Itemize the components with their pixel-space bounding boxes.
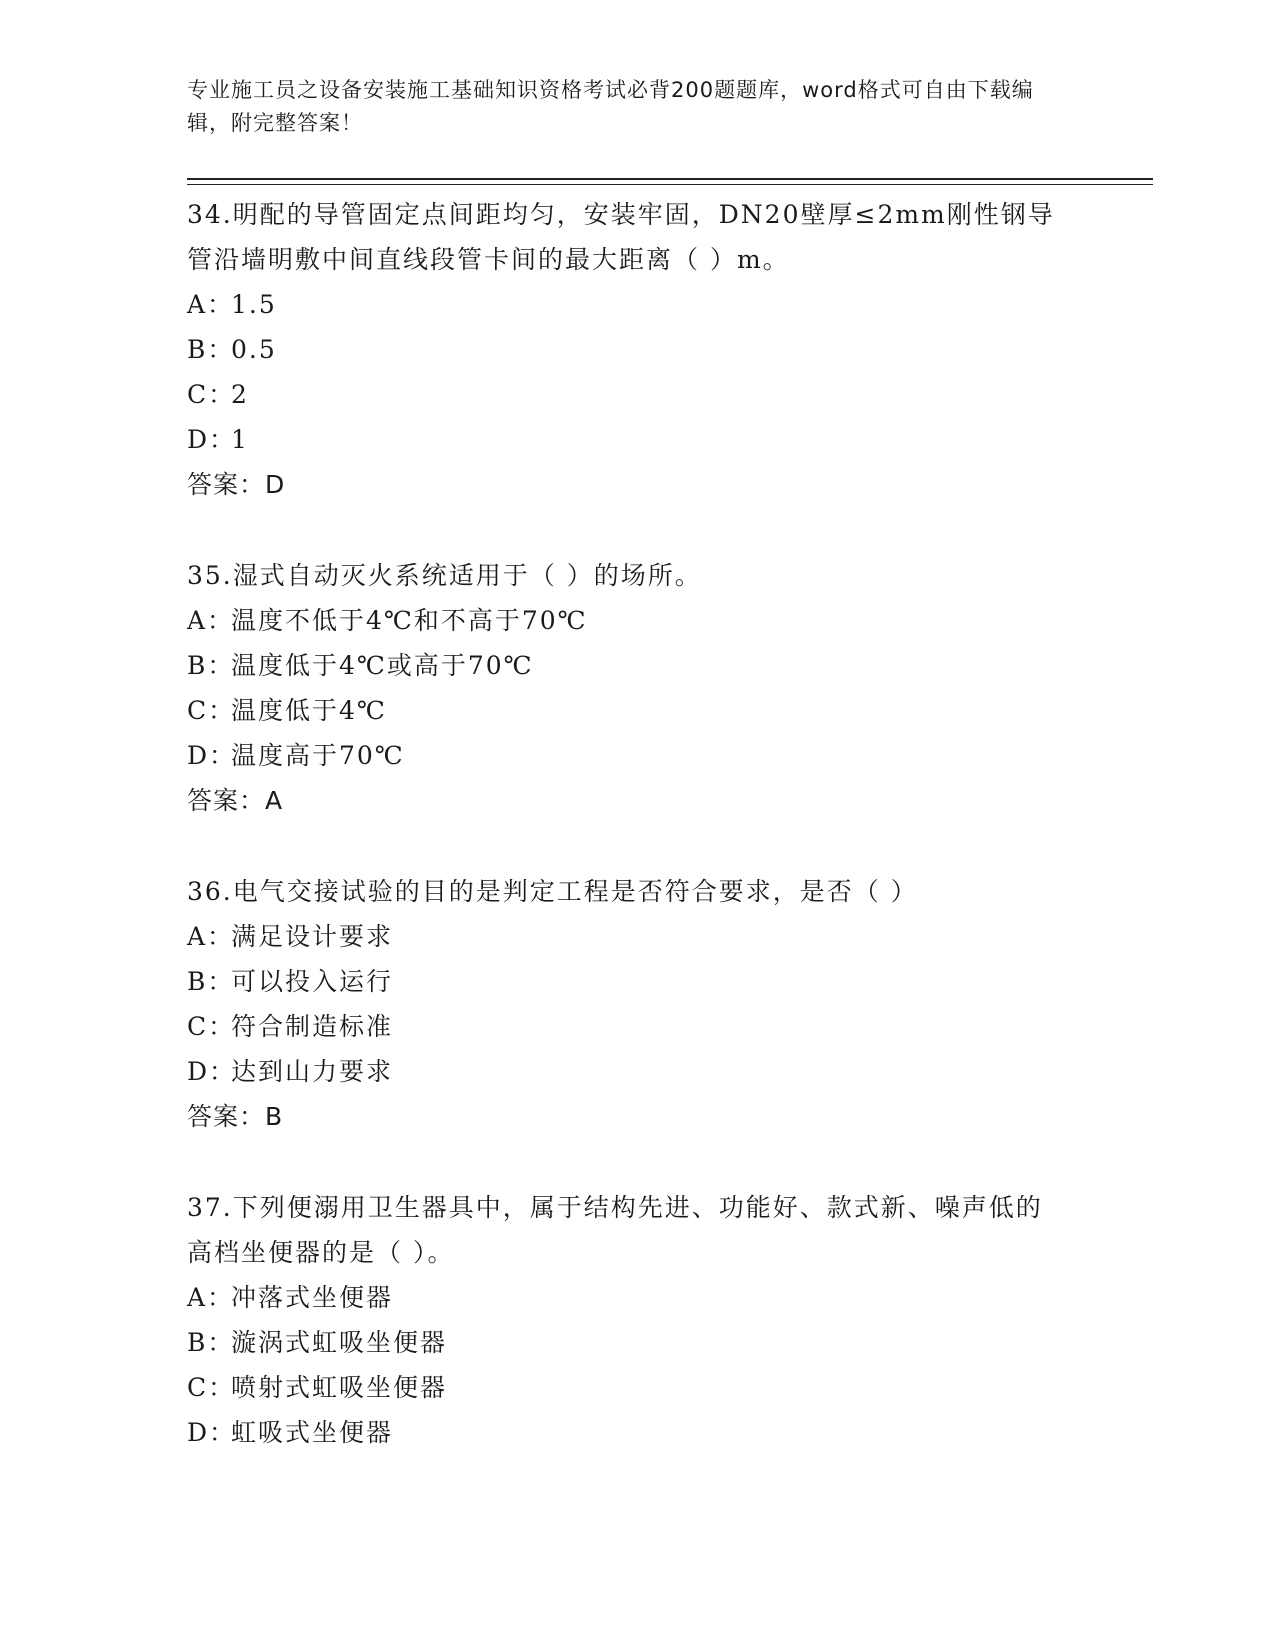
- option-key: D：: [187, 425, 237, 454]
- option-c: [187, 1004, 1087, 1049]
- option-key: D：: [187, 1418, 237, 1447]
- option-d: [187, 417, 1087, 462]
- option-key: D：: [187, 741, 237, 770]
- option-key: B：: [187, 1328, 235, 1357]
- document-header: 专业施工员之设备安装施工基础知识资格考试必背200题题库，word格式可自由下载编辑，附完整答案！: [187, 78, 1034, 135]
- answer-line: 答案：A: [187, 786, 284, 815]
- option-value: 温度低于4℃: [231, 696, 387, 725]
- question-text: 34.明配的导管固定点间距均匀，安装牢固，DN20壁厚≤2mm刚性钢导管沿墙明敷中间直线段管卡间的最大距离（ ）m。: [187, 200, 1055, 274]
- option-value: 2: [231, 380, 249, 409]
- option-c: [187, 372, 1087, 417]
- header-divider-thick: [187, 178, 1153, 180]
- option-key: B：: [187, 651, 235, 680]
- question-36: [187, 869, 1087, 1139]
- question-list: [187, 192, 1087, 1501]
- option-value: 达到山力要求: [231, 1057, 394, 1086]
- option-value: 温度不低于4℃和不高于70℃: [231, 606, 588, 635]
- answer-line: 答案：D: [187, 470, 286, 499]
- option-key: C：: [187, 380, 236, 409]
- option-value: 喷射式虹吸坐便器: [231, 1373, 448, 1402]
- option-c: [187, 688, 1087, 733]
- option-value: 0.5: [231, 335, 277, 364]
- option-a: [187, 914, 1087, 959]
- question-text: 35.湿式自动灭火系统适用于（ ）的场所。: [187, 561, 702, 590]
- option-b: [187, 327, 1087, 372]
- option-key: D：: [187, 1057, 237, 1086]
- option-d: [187, 733, 1087, 778]
- option-a: [187, 282, 1087, 327]
- question-text: 37.下列便溺用卫生器具中，属于结构先进、功能好、款式新、噪声低的高档坐便器的是（ ）。: [187, 1193, 1043, 1267]
- question-35: [187, 553, 1087, 823]
- option-d: [187, 1410, 1087, 1455]
- answer-line: 答案：B: [187, 1102, 284, 1131]
- option-key: A：: [187, 606, 235, 635]
- question-37: [187, 1185, 1087, 1455]
- option-value: 1: [231, 425, 249, 454]
- option-value: 满足设计要求: [231, 922, 394, 951]
- option-key: A：: [187, 1283, 235, 1312]
- option-value: 温度低于4℃或高于70℃: [231, 651, 534, 680]
- option-value: 温度高于70℃: [231, 741, 405, 770]
- option-value: 1.5: [231, 290, 277, 319]
- option-a: [187, 1275, 1087, 1320]
- option-key: C：: [187, 696, 236, 725]
- option-key: A：: [187, 290, 235, 319]
- header-divider-thin: [187, 184, 1153, 185]
- option-key: B：: [187, 335, 235, 364]
- question-text: 36.电气交接试验的目的是判定工程是否符合要求，是否（ ）: [187, 877, 918, 906]
- option-key: C：: [187, 1012, 236, 1041]
- option-value: 可以投入运行: [231, 967, 394, 996]
- option-key: B：: [187, 967, 235, 996]
- option-value: 符合制造标准: [231, 1012, 394, 1041]
- option-value: 漩涡式虹吸坐便器: [231, 1328, 448, 1357]
- option-b: [187, 959, 1087, 1004]
- option-b: [187, 1320, 1087, 1365]
- option-b: [187, 643, 1087, 688]
- option-key: C：: [187, 1373, 236, 1402]
- option-key: A：: [187, 922, 235, 951]
- option-d: [187, 1049, 1087, 1094]
- option-value: 冲落式坐便器: [231, 1283, 394, 1312]
- option-a: [187, 598, 1087, 643]
- option-value: 虹吸式坐便器: [231, 1418, 394, 1447]
- option-c: [187, 1365, 1087, 1410]
- question-34: [187, 192, 1087, 507]
